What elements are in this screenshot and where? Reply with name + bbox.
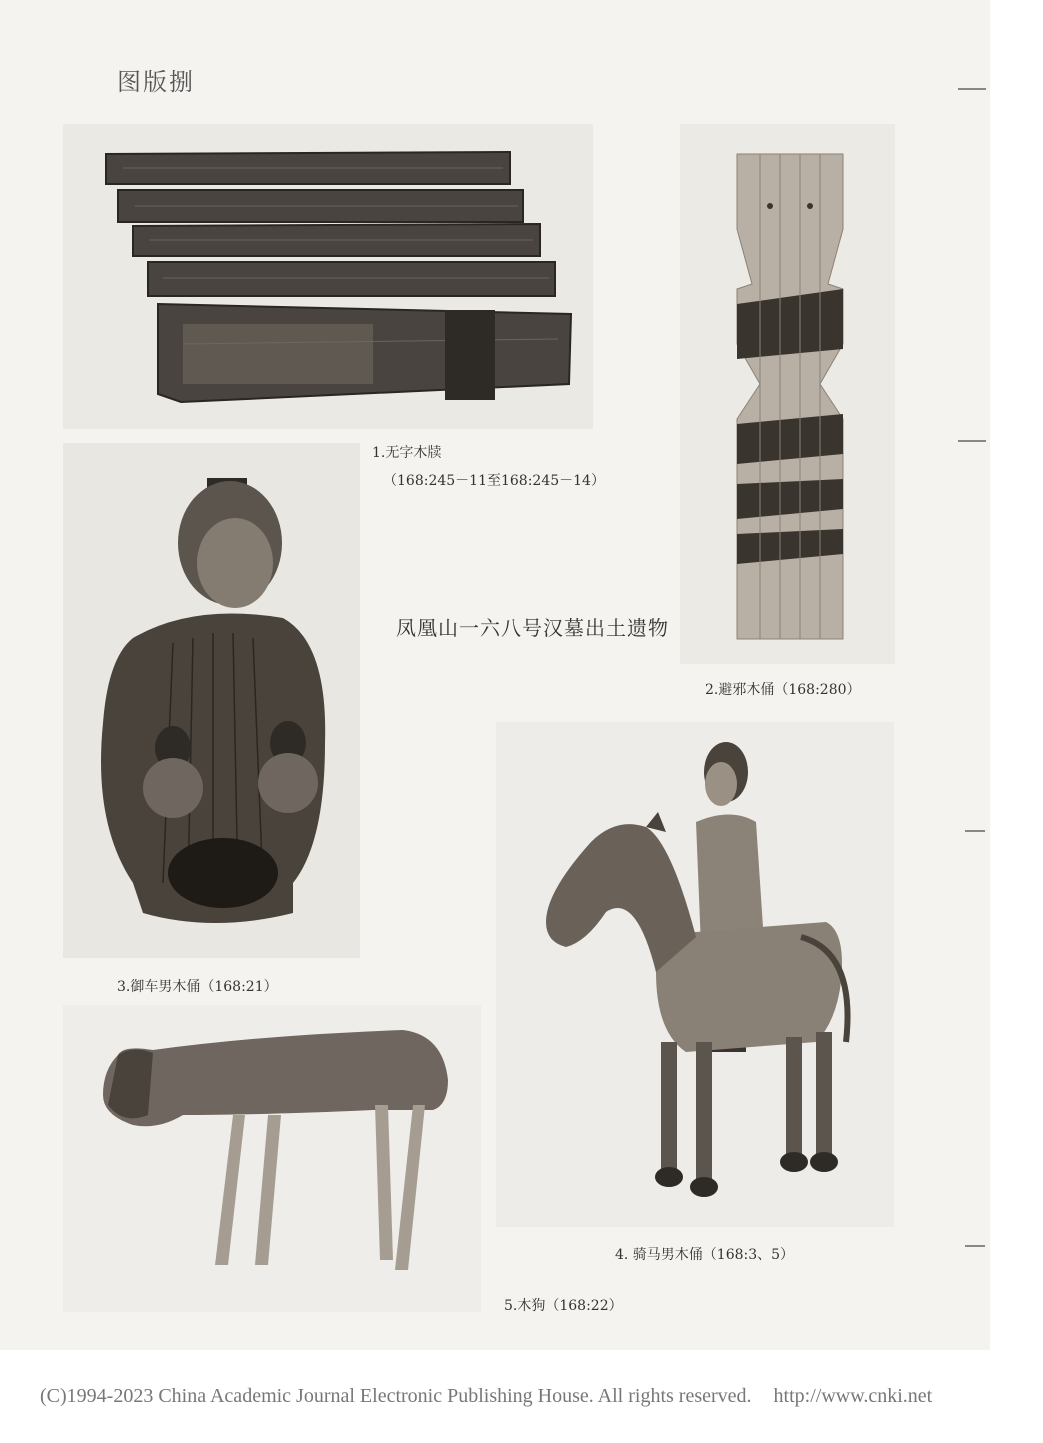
caption-2: 2.避邪木俑（168:280）	[705, 682, 861, 698]
exorcist-figure-photo	[680, 124, 895, 664]
copyright-text: (C)1994-2023 China Academic Journal Electronic Publishing House. All rights reserved.	[40, 1385, 752, 1407]
cnki-link[interactable]: http://www.cnki.net	[773, 1385, 933, 1407]
wooden-tablets-photo	[63, 124, 593, 429]
edge-mark	[965, 1245, 985, 1247]
edge-mark	[965, 830, 985, 832]
horse-rider-figure-photo	[496, 722, 894, 1227]
plate-subject-title: 凤凰山一六八号汉墓出土遗物	[396, 616, 669, 640]
wooden-dog-photo	[63, 1005, 481, 1312]
chariot-driver-figure-photo	[63, 443, 360, 958]
caption-1-title: 1.无字木牍	[372, 445, 442, 461]
edge-mark	[958, 440, 986, 442]
caption-4: 4. 骑马男木俑（168:3、5）	[615, 1247, 795, 1263]
copyright-footer	[40, 1385, 932, 1408]
caption-1-catalog-number: （168:245－11至168:245－14）	[383, 473, 605, 489]
plate-title: 图版捌	[117, 68, 195, 96]
caption-3: 3.御车男木俑（168:21）	[117, 979, 278, 995]
caption-5: 5.木狗（168:22）	[504, 1298, 623, 1314]
edge-mark	[958, 88, 986, 90]
